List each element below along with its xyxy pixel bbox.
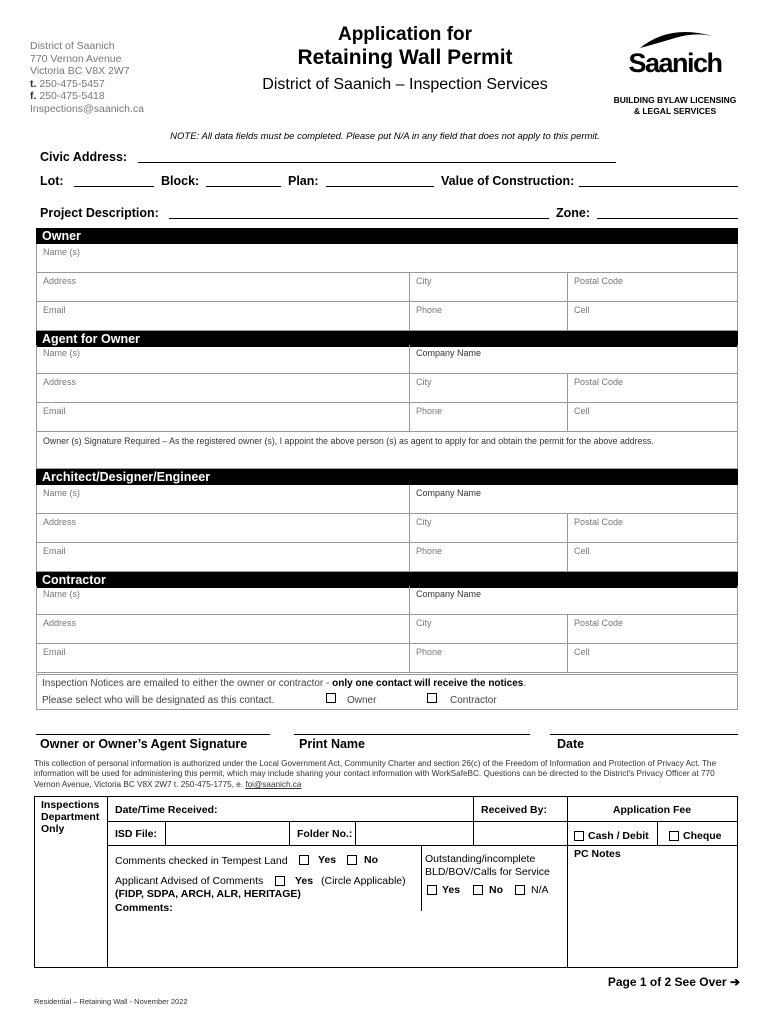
comments-label: Comments: [115,902,173,914]
owner-contact-row [37,302,737,331]
tempest-no-checkbox[interactable] [347,855,357,865]
address-line-1: District of Saanich [30,40,115,52]
print-name-label: Print Name [299,737,365,751]
owner-cell-field[interactable]: Cell [567,302,737,331]
lot-field[interactable] [74,186,154,187]
tempest-yes-label: Yes [318,854,337,866]
outstanding-na-checkbox[interactable] [515,885,525,895]
contractor-contact-row [37,644,737,673]
date-label: Date [557,737,585,751]
contractor-address-row [37,615,737,644]
contractor-city-field[interactable]: City [409,615,567,643]
privacy-email-link[interactable]: foi@saanich.ca [245,779,302,789]
note-text: NOTE: All data fields must be completed. Please put N/A in any field that does not apply to this permit. [170,131,600,142]
fidp-label: (FIDP, SDPA, ARCH, ALR, HERITAGE) [115,888,301,900]
divider [567,797,568,967]
owner-email-field[interactable]: Email [43,305,66,315]
lot-label: Lot: [40,174,64,188]
circle-applicable-label: (Circle Applicable) [321,875,406,887]
form-revision-label: Residential – Retaining Wall - November 2022 [34,997,188,1006]
outstanding-yes-label: Yes [442,884,461,896]
owner-signature-row [37,432,737,469]
owner-address-field[interactable]: Address [43,276,77,286]
folder-no-label: Folder No.: [297,828,353,840]
date-field[interactable] [550,734,738,735]
outstanding-no-label: No [489,884,503,896]
inspections-email: Inspections@saanich.ca [30,102,144,115]
contractor-contact-label: Contractor [450,695,497,706]
dept-line-3: Only [41,823,65,835]
value-of-construction-field[interactable] [579,186,738,187]
dept-line-1: Inspections [41,799,100,811]
divider [355,821,356,845]
owner-postal-code-field[interactable]: Postal Code [567,273,737,301]
fax-number: 250-475-5418 [39,90,105,103]
owner-section [36,244,738,331]
divider [657,821,658,845]
owner-address-row [37,273,737,302]
outstanding-no-checkbox[interactable] [473,885,483,895]
agent-email-field[interactable]: Email [43,406,66,416]
pc-notes-label: PC Notes [574,848,621,860]
agent-section-header: Agent for Owner [36,331,738,347]
contractor-section [36,586,738,673]
owner-name-row [37,244,737,273]
fax-line [30,90,144,103]
agent-name-row [37,345,737,374]
logo-sub-line-2: & LEGAL SERVICES [633,105,717,116]
owner-contact-checkbox[interactable] [326,693,336,703]
cash-debit-checkbox[interactable] [574,831,584,841]
phone-prefix: t. [30,77,37,90]
project-description-field[interactable] [169,218,549,219]
architect-address-row [37,514,737,543]
page-title: Retaining Wall Permit [297,46,513,69]
divider [165,821,166,845]
architect-address-field[interactable]: Address [43,517,77,527]
agent-contact-row [37,403,737,432]
applicant-advised-yes-checkbox[interactable] [275,876,285,886]
arrow-right-icon: ➔ [729,975,740,989]
outstanding-line-2: BLD/BOV/Calls for Service [425,866,550,878]
project-description-label: Project Description: [40,206,159,220]
architect-city-field[interactable]: City [409,514,567,542]
owner-signature-required-text[interactable]: Owner (s) Signature Required – As the registered owner (s), I appoint the above person (s) as agent to apply for and obtain the permit for the above address. [43,436,654,446]
print-name-field[interactable] [294,734,530,735]
applicant-advised-label: Applicant Advised of Comments [115,875,264,887]
title-line-1: Application for [337,24,473,45]
outstanding-na-label: N/A [531,884,549,896]
architect-section [36,485,738,572]
architect-name-row [37,485,737,514]
architect-name-field[interactable]: Name (s) [43,488,81,498]
agent-phone-field[interactable]: Phone [409,403,567,431]
contractor-company-field[interactable]: Company Name [409,586,737,614]
date-time-received-label: Date/Time Received: [115,804,218,816]
agent-postal-code-field[interactable]: Postal Code [567,374,737,402]
comments-checked-label: Comments checked in Tempest Land [115,855,288,867]
outstanding-line-1: Outstanding/incomplete [425,853,536,865]
applicant-advised-yes-label: Yes [295,875,314,887]
civic-address-field[interactable] [138,162,616,163]
application-fee-label: Application Fee [612,804,692,816]
agent-cell-field[interactable]: Cell [567,403,737,431]
owner-city-field[interactable]: City [409,273,567,301]
privacy-text: This collection of personal information is authorized under the Local Government Act, Community Charter and section 26(c) of the Freedom of Information and Protection of Privacy Act. The information will be used for administering this permit, which may include sharing your contact information with WorkSafeBC. Questions can be directed to the District's Privacy Officer at 770 Vernon Avenue, Victoria BC V8X 2W7 t. 250-475-1775, e. [34,759,717,789]
contractor-contact-checkbox[interactable] [427,693,437,703]
owner-signature-field[interactable] [36,734,270,735]
contractor-address-field[interactable]: Address [43,618,77,628]
block-field[interactable] [206,186,281,187]
agent-city-field[interactable]: City [409,374,567,402]
divider [107,821,737,822]
agent-address-row [37,374,737,403]
outstanding-yes-checkbox[interactable] [427,885,437,895]
agent-company-field[interactable]: Company Name [409,345,737,373]
inspection-notice-b: only one contact will receive the notices [332,678,524,689]
outstanding-label [425,853,550,879]
district-address [30,40,144,116]
owner-name-field[interactable]: Name (s) [43,247,81,257]
address-line-3: Victoria BC V8X 2W7 [30,65,130,78]
inspection-notice-a: Inspection Notices are emailed to either the owner or contractor - [42,678,333,689]
privacy-notice [34,759,740,790]
tempest-yes-checkbox[interactable] [299,855,309,865]
value-of-construction-label: Value of Construction: [441,174,575,188]
inspection-notice-text [42,678,526,689]
zone-field[interactable] [597,218,738,219]
owner-section-header: Owner [36,228,738,244]
department-only-label [41,799,99,835]
received-by-label: Received By: [481,804,547,816]
owner-contact-label: Owner [347,695,377,706]
phone-number: 250-475-5457 [39,77,105,90]
inspection-notice-c: . [523,678,527,689]
zone-label: Zone: [556,206,591,220]
logo-sub-line-1: BUILDING BYLAW LICENSING [613,95,737,105]
architect-section-header: Architect/Designer/Engineer [36,469,738,485]
civic-address-label: Civic Address: [40,150,128,164]
tempest-no-label: No [364,854,378,866]
isd-file-label: ISD File: [115,828,158,840]
agent-name-field[interactable]: Name (s) [43,348,81,358]
contractor-postal-code-field[interactable]: Postal Code [567,615,737,643]
divider [289,821,290,845]
inspections-department-box [34,796,738,968]
contractor-phone-field[interactable]: Phone [409,644,567,673]
title-subtitle: District of Saanich – Inspection Services [262,76,548,93]
block-label: Block: [161,174,200,188]
owner-phone-field[interactable]: Phone [409,302,567,331]
page-indicator-text: Page 1 of 2 See Over [607,975,727,989]
plan-field[interactable] [326,186,434,187]
agent-address-field[interactable]: Address [43,377,77,387]
fax-prefix: f. [30,90,37,103]
architect-email-field[interactable]: Email [43,546,66,556]
phone-line [30,78,144,91]
logo-subtitle [600,95,750,116]
divider [107,845,737,846]
architect-cell-field[interactable]: Cell [567,543,737,572]
contact-select-text: Please select who will be designated as this contact. [42,695,275,706]
architect-company-field[interactable]: Company Name [409,485,737,513]
cheque-checkbox[interactable] [669,831,679,841]
contractor-email-field[interactable]: Email [43,647,66,657]
contractor-name-field[interactable]: Name (s) [43,589,81,599]
contractor-section-header: Contractor [36,572,738,588]
agent-section [36,345,738,469]
divider [421,845,422,911]
page-indicator[interactable] [560,975,740,989]
dept-line-2: Department [41,811,100,823]
cheque-label: Cheque [683,830,722,842]
address-line-2: 770 Vernon Avenue [30,52,122,65]
architect-postal-code-field[interactable]: Postal Code [567,514,737,542]
architect-contact-row [37,543,737,572]
cash-debit-label: Cash / Debit [588,830,649,842]
divider [107,797,108,967]
architect-phone-field[interactable]: Phone [409,543,567,572]
contractor-cell-field[interactable]: Cell [567,644,737,673]
logo-text: Saanich [628,48,722,78]
inspection-contact-box [36,674,738,710]
owner-signature-label: Owner or Owner’s Agent Signature [40,737,248,751]
contractor-name-row [37,586,737,615]
plan-label: Plan: [288,174,319,188]
